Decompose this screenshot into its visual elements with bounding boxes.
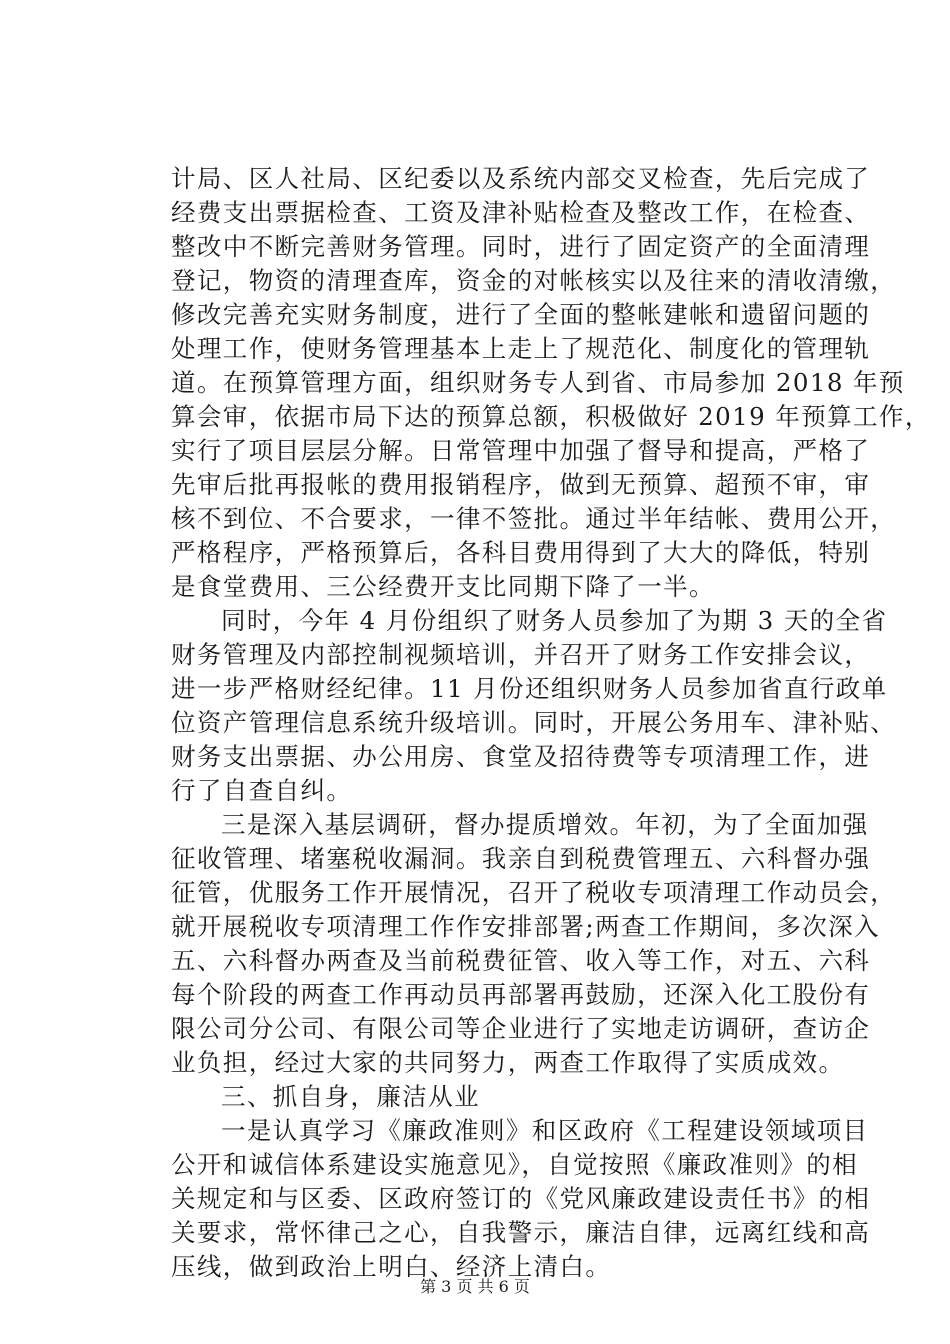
text-line: 就开展税收专项清理工作作安排部署;两查工作期间，多次深入: [171, 912, 880, 941]
section-heading: 三、抓自身，廉洁从业: [221, 1082, 480, 1111]
text-line: 道。在预算管理方面，组织财务专人到省、市局参加 2018 年预: [171, 368, 905, 397]
text-line: 处理工作，使财务管理基本上走上了规范化、制度化的管理轨: [171, 334, 871, 363]
text-line: 限公司分公司、有限公司等企业进行了实地走访调研，查访企: [171, 1014, 871, 1043]
text-line: 每个阶段的两查工作再动员再部署再鼓励，还深入化工股份有: [171, 980, 871, 1009]
text-line: 征管，优服务工作开展情况，召开了税收专项清理工作动员会，: [171, 878, 897, 907]
text-line: 整改中不断完善财务管理。同时，进行了固定资产的全面清理: [171, 232, 871, 261]
text-line: 公开和诚信体系建设实施意见》，自觉按照《廉政准则》的相: [171, 1150, 859, 1179]
text-line: 关规定和与区委、区政府签订的《党风廉政建设责任书》的相: [171, 1184, 871, 1213]
text-line: 算会审，依据市局下达的预算总额，积极做好 2019 年预算工作，: [171, 402, 931, 431]
page-footer: 第 3 页 共 6 页: [420, 1277, 530, 1296]
text-line: 是食堂费用、三公经费开支比同期下降了一半。: [171, 572, 715, 601]
text-line: 征收管理、堵塞税收漏洞。我亲自到税费管理五、六科督办强: [171, 844, 871, 873]
text-line: 修改完善充实财务制度，进行了全面的整帐建帐和遗留问题的: [171, 300, 871, 329]
text-line: 业负担，经过大家的共同努力，两查工作取得了实质成效。: [171, 1048, 845, 1077]
text-line: 位资产管理信息系统升级培训。同时，开展公务用车、津补贴、: [171, 708, 897, 737]
text-line: 行了自查自纠。: [171, 776, 353, 805]
text-line: 关要求，常怀律己之心，自我警示，廉洁自律，远离红线和高: [171, 1218, 871, 1247]
text-line: 严格程序，严格预算后，各科目费用得到了大大的降低，特别: [171, 538, 871, 567]
text-line: 计局、区人社局、区纪委以及系统内部交叉检查，先后完成了: [171, 164, 871, 193]
paragraph-first-line: 一是认真学习《廉政准则》和区政府《工程建设领域项目: [221, 1116, 869, 1145]
text-line: 财务支出票据、办公用房、食堂及招待费等专项清理工作，进: [171, 742, 871, 771]
text-line: 经费支出票据检查、工资及津补贴检查及整改工作，在检查、: [171, 198, 871, 227]
text-line: 五、六科督办两查及当前税费征管、收入等工作，对五、六科: [171, 946, 871, 975]
text-line: 实行了项目层层分解。日常管理中加强了督导和提高，严格了: [171, 436, 871, 465]
paragraph-first-line: 同时，今年 4 月份组织了财务人员参加了为期 3 天的全省: [221, 606, 888, 635]
text-line: 先审后批再报帐的费用报销程序，做到无预算、超预不审，审: [171, 470, 871, 499]
text-line: 财务管理及内部控制视频培训，并召开了财务工作安排会议，: [171, 640, 871, 669]
text-line: 压线，做到政治上明白、经济上清白。: [171, 1252, 612, 1281]
text-line: 进一步严格财经纪律。11 月份还组织财务人员参加省直行政单: [171, 674, 888, 703]
text-line: 核不到位、不合要求，一律不签批。通过半年结帐、费用公开，: [171, 504, 897, 533]
text-line: 登记，物资的清理查库，资金的对帐核实以及往来的清收清缴，: [171, 266, 897, 295]
paragraph-first-line: 三是深入基层调研，督办提质增效。年初，为了全面加强: [221, 810, 869, 839]
